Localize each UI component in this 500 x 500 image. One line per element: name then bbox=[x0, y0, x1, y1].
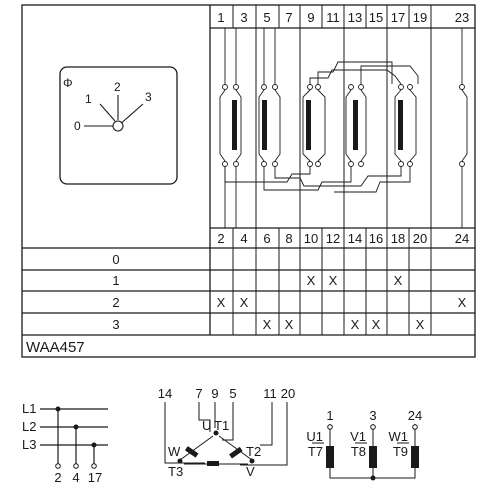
delta-diagram bbox=[158, 386, 295, 479]
line-label-l1: L1 bbox=[22, 401, 37, 416]
delta-terminal-7: 7 bbox=[195, 386, 203, 401]
terminal-bottom-18: 18 bbox=[390, 231, 406, 246]
terminal-top-23: 23 bbox=[454, 10, 470, 25]
delta-terminal-5: 5 bbox=[229, 386, 237, 401]
coil-terminal-1: 1 bbox=[326, 408, 334, 423]
switch-pivot bbox=[113, 121, 123, 131]
terminal-bottom-4: 4 bbox=[240, 231, 248, 246]
terminal-top-1: 1 bbox=[217, 10, 225, 25]
position-mark-x: X bbox=[393, 273, 403, 288]
terminal-top-19: 19 bbox=[412, 10, 428, 25]
coil-w bbox=[411, 446, 419, 468]
coil-v bbox=[369, 446, 377, 468]
coil-terminal-24: 24 bbox=[407, 408, 423, 423]
delta-terminal-14: 14 bbox=[157, 386, 173, 401]
delta-label-w: W bbox=[168, 444, 181, 459]
switch-pointer-1 bbox=[100, 104, 115, 121]
delta-label-t2: T2 bbox=[246, 444, 262, 459]
position-mark-x: X bbox=[415, 317, 425, 332]
position-mark-x: X bbox=[284, 317, 294, 332]
delta-label-t1: T1 bbox=[214, 418, 230, 433]
contact-pair-13-15 bbox=[346, 85, 366, 167]
positions-table bbox=[112, 252, 466, 332]
delta-label-u: U bbox=[202, 418, 212, 433]
terminal-bottom-6: 6 bbox=[263, 231, 271, 246]
terminal-bottom-24: 24 bbox=[454, 231, 470, 246]
contact-pair-9-11 bbox=[303, 85, 325, 167]
position-mark-x: X bbox=[239, 295, 249, 310]
position-mark-x: X bbox=[350, 317, 360, 332]
jumper-bottom-3 bbox=[275, 167, 401, 186]
coil-label-w1: W1 bbox=[388, 429, 408, 444]
line-terminal-17: 17 bbox=[87, 470, 103, 485]
terminal-bottom-8: 8 bbox=[285, 231, 293, 246]
position-label-1: 1 bbox=[85, 92, 92, 106]
phi-label: Φ bbox=[63, 76, 73, 90]
delta-label-v: V bbox=[246, 464, 255, 479]
contact-pair-17-19 bbox=[395, 85, 416, 167]
terminal-top-3: 3 bbox=[240, 10, 248, 25]
terminal-top-13: 13 bbox=[347, 10, 363, 25]
line-terminal-4: 4 bbox=[72, 470, 80, 485]
contact-pair-5-7 bbox=[259, 28, 280, 167]
line-label-l2: L2 bbox=[22, 419, 37, 434]
terminal-bottom-20: 20 bbox=[412, 231, 428, 246]
position-marks bbox=[217, 273, 467, 332]
jumper-bottom-4 bbox=[334, 167, 410, 192]
position-row-label-1: 1 bbox=[112, 273, 120, 288]
jumper-top-3 bbox=[361, 66, 418, 84]
coil-label-t7: T7 bbox=[307, 444, 323, 459]
terminal-top-5: 5 bbox=[263, 10, 271, 25]
delta-label-t3: T3 bbox=[168, 464, 184, 479]
delta-terminal-20: 20 bbox=[280, 386, 296, 401]
coil-label-t8: T8 bbox=[350, 444, 366, 459]
terminal-bottom-14: 14 bbox=[347, 231, 363, 246]
position-label-0: 0 bbox=[74, 119, 81, 133]
position-mark-x: X bbox=[306, 273, 316, 288]
terminal-bottom-10: 10 bbox=[303, 231, 319, 246]
terminal-top-7: 7 bbox=[285, 10, 293, 25]
terminal-top-11: 11 bbox=[326, 10, 340, 25]
terminal-top-9: 9 bbox=[307, 10, 315, 25]
terminal-bottom-16: 16 bbox=[368, 231, 384, 246]
line-terminal-2: 2 bbox=[54, 470, 62, 485]
position-row-label-3: 3 bbox=[112, 317, 120, 332]
jumper-bottom-1 bbox=[225, 167, 310, 182]
position-mark-x: X bbox=[457, 295, 467, 310]
jumper-top-1 bbox=[318, 62, 392, 84]
position-row-label-2: 2 bbox=[112, 295, 120, 310]
position-label-2: 2 bbox=[114, 80, 121, 94]
position-label-3: 3 bbox=[145, 90, 152, 104]
position-mark-x: X bbox=[328, 273, 338, 288]
position-mark-x: X bbox=[371, 317, 381, 332]
line-connection-diagram bbox=[22, 401, 108, 485]
terminal-bottom-2: 2 bbox=[217, 231, 225, 246]
line-label-l3: L3 bbox=[22, 437, 37, 452]
delta-terminal-9: 9 bbox=[211, 386, 219, 401]
position-row-label-0: 0 bbox=[112, 252, 120, 267]
terminal-top-15: 15 bbox=[368, 10, 384, 25]
terminal-bottom-12: 12 bbox=[325, 231, 341, 246]
coil-label-u1: U1 bbox=[306, 429, 323, 444]
coil-label-v1: V1 bbox=[350, 429, 366, 444]
delta-terminal-11: 11 bbox=[263, 386, 277, 401]
coil-u bbox=[326, 446, 334, 468]
coil-diagram bbox=[306, 408, 422, 481]
coil-label-t9: T9 bbox=[392, 444, 408, 459]
coil-terminal-3: 3 bbox=[369, 408, 377, 423]
position-mark-x: X bbox=[262, 317, 272, 332]
jumper-bottom-2 bbox=[264, 167, 351, 190]
contact-single-23 bbox=[460, 28, 468, 228]
table-frame bbox=[22, 5, 475, 357]
contact-pair-1-3 bbox=[220, 28, 241, 228]
position-mark-x: X bbox=[216, 295, 226, 310]
terminal-top-17: 17 bbox=[390, 10, 406, 25]
switch-symbol bbox=[60, 67, 177, 184]
model-label: WAA457 bbox=[26, 339, 85, 356]
